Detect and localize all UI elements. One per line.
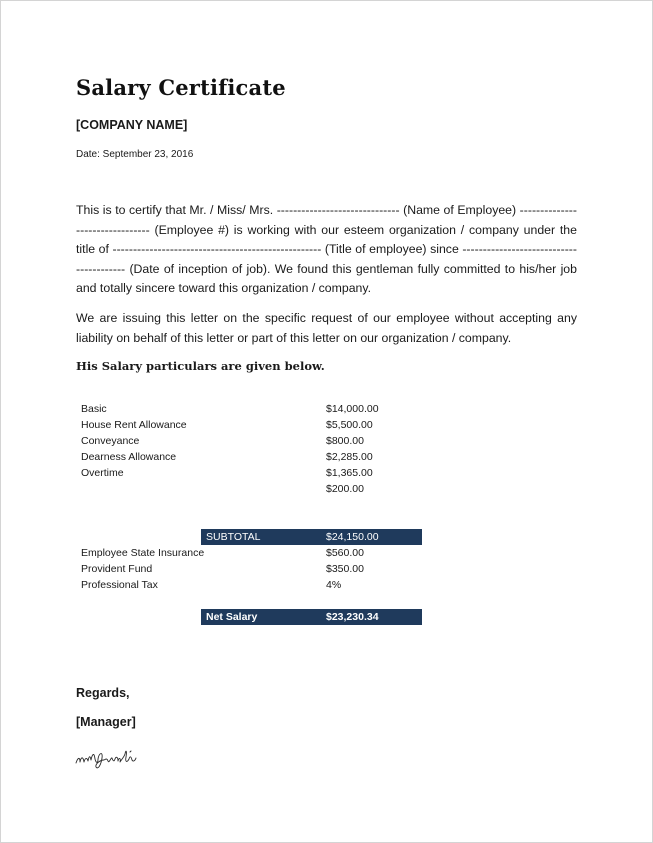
- earning-amount: $2,285.00: [326, 451, 373, 463]
- net-salary-bar: [201, 609, 422, 625]
- deduction-amount: 4%: [326, 579, 342, 591]
- deduction-label: Professional Tax: [81, 579, 158, 591]
- earning-amount: $800.00: [326, 435, 364, 447]
- earning-row-dearness: [81, 449, 421, 465]
- earning-amount: $1,365.00: [326, 467, 373, 479]
- earning-label: House Rent Allowance: [81, 419, 187, 431]
- deduction-row-provident-fund: [81, 561, 421, 577]
- earning-row-house-rent: [81, 417, 421, 433]
- earning-row-other: [81, 481, 421, 497]
- deduction-amount: $560.00: [326, 547, 364, 559]
- handwritten-signature: [74, 743, 138, 773]
- earning-row-conveyance: [81, 433, 421, 449]
- salary-heading: His Salary particulars are given below.: [76, 359, 325, 373]
- earning-amount: $14,000.00: [326, 403, 379, 415]
- document-title: Salary Certificate: [76, 75, 286, 100]
- signatory-name: [Manager]: [76, 715, 136, 729]
- disclaimer-paragraph: We are issuing this letter on the specific request of our employee without accepting any liability on behalf of this letter or part of this letter on our organization / company.: [76, 311, 577, 345]
- deduction-row-professional-tax: [81, 577, 421, 593]
- company-name: [COMPANY NAME]: [76, 118, 188, 132]
- earning-label: Conveyance: [81, 435, 140, 447]
- subtotal-bar: [201, 529, 422, 545]
- earning-label: Dearness Allowance: [81, 451, 177, 463]
- deduction-row-esi: [81, 545, 421, 561]
- earning-amount: $200.00: [326, 483, 364, 495]
- earning-row-overtime: [81, 465, 421, 481]
- document-date: Date: September 23, 2016: [76, 149, 194, 160]
- earning-amount: $5,500.00: [326, 419, 373, 431]
- earning-label: Overtime: [81, 467, 124, 479]
- deduction-label: Provident Fund: [81, 563, 153, 575]
- net-salary-amount: $23,230.34: [326, 611, 379, 623]
- earning-row-basic: [81, 401, 421, 417]
- earning-label: Basic: [81, 403, 107, 415]
- net-salary-label: Net Salary: [206, 611, 258, 623]
- deduction-amount: $350.00: [326, 563, 364, 575]
- subtotal-label: SUBTOTAL: [206, 531, 261, 543]
- subtotal-amount: $24,150.00: [326, 531, 379, 543]
- certification-paragraph: This is to certify that Mr. / Miss/ Mrs. ------------------------------ (Name of Employee) -------------------------------- (Employee #) is working with our esteem organization / company under the title of --------------------------------------------------- (Title of employee) since ---------------------------------------- (Date of inception of job). We found this gentleman fully committed to his/her job and totally sincere toward this organization / company.: [76, 203, 577, 295]
- closing-regards: Regards,: [76, 686, 130, 700]
- deduction-label: Employee State Insurance: [81, 547, 205, 559]
